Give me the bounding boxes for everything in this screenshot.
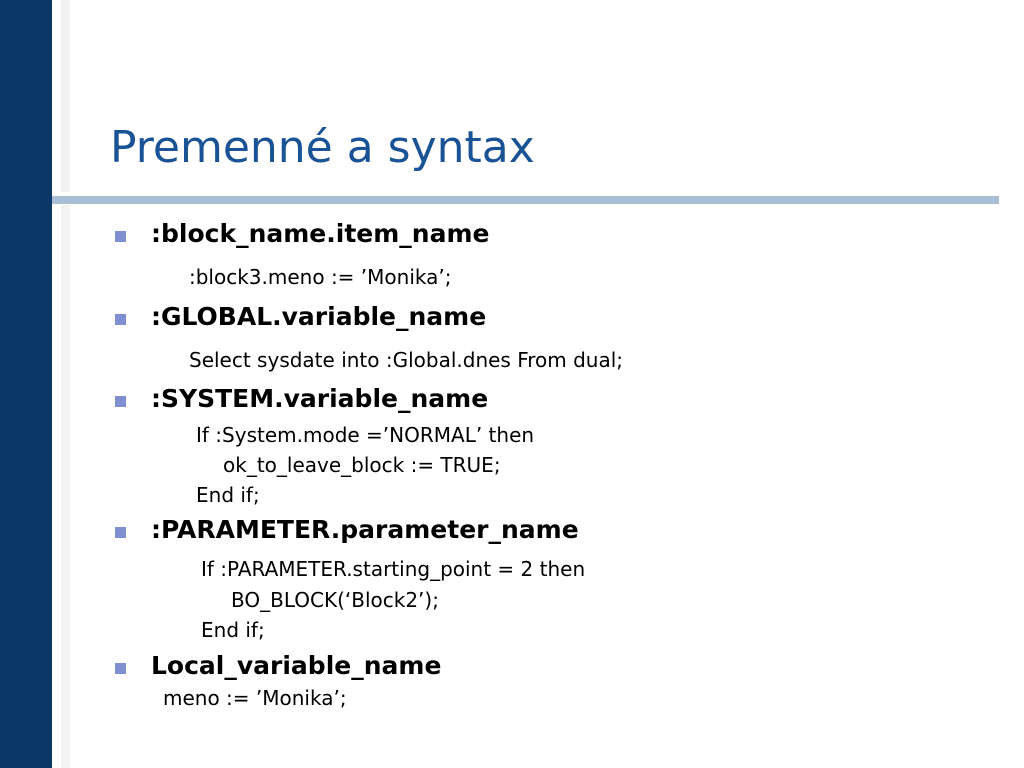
code-line: Select sysdate into :Global.dnes From dual;: [189, 348, 624, 372]
bullet-heading-local: Local_variable_name: [151, 651, 442, 680]
code-line: End if;: [201, 618, 265, 642]
bullet-square-icon: [115, 396, 126, 407]
bullet-square-icon: [115, 231, 126, 242]
left-accent-bar: [0, 0, 52, 768]
bullet-square-icon: [115, 314, 126, 325]
bullet-square-icon: [115, 527, 126, 538]
bullet-heading-global: :GLOBAL.variable_name: [151, 302, 487, 331]
bullet-heading-system: :SYSTEM.variable_name: [151, 384, 489, 413]
code-line: End if;: [196, 483, 260, 507]
code-line: :block3.meno := ’Monika’;: [189, 265, 452, 289]
bullet-heading-block-name: :block_name.item_name: [151, 219, 490, 248]
code-line: meno := ’Monika’;: [163, 686, 347, 710]
code-line: ok_to_leave_block := TRUE;: [223, 453, 501, 477]
slide-title: Premenné a syntax: [110, 122, 535, 173]
code-line: If :PARAMETER.starting_point = 2 then: [201, 557, 586, 581]
bullet-square-icon: [115, 663, 126, 674]
code-line: If :System.mode =’NORMAL’ then: [196, 423, 535, 447]
code-line: BO_BLOCK(‘Block2’);: [231, 588, 439, 612]
title-divider: [52, 196, 999, 204]
bullet-heading-parameter: :PARAMETER.parameter_name: [151, 515, 579, 544]
left-light-stripe-bottom: [61, 205, 70, 768]
left-light-stripe-top: [61, 0, 70, 192]
